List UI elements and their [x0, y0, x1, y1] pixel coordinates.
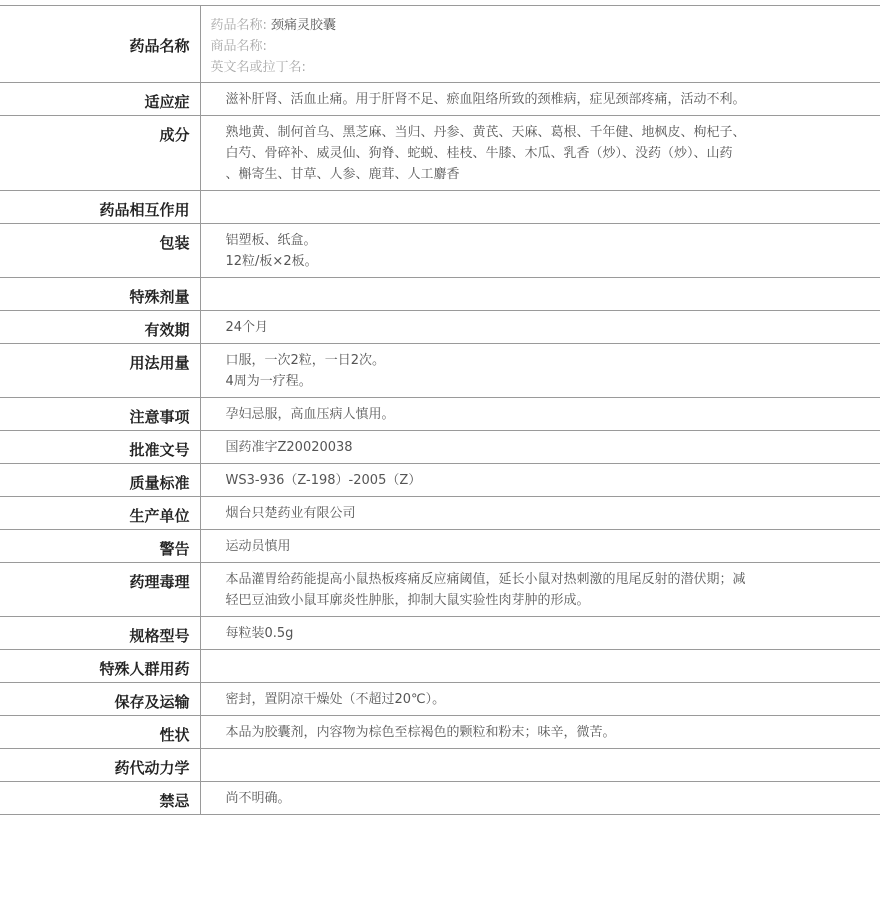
row-label: 成分: [0, 116, 200, 191]
row-label: 批准文号: [0, 431, 200, 464]
spec-row-packaging: [0, 224, 880, 278]
spec-row-special-dosage: [0, 278, 880, 311]
row-value: [200, 782, 880, 815]
value-line: 24个月: [225, 320, 269, 335]
row-value: [200, 716, 880, 749]
spec-row-storage: [0, 683, 880, 716]
value-line: 、槲寄生、甘草、人参、鹿茸、人工麝香: [225, 167, 460, 182]
row-label-drug-name: 药品名称: [0, 6, 200, 83]
spec-row-ingredients: [0, 116, 880, 191]
value-line: WS3-936（Z-198）-2005（Z）: [225, 473, 422, 488]
value-line: 口服，一次2粒，一日2次。: [225, 353, 386, 368]
value-line: 轻巴豆油致小鼠耳廓炎性肿胀，抑制大鼠实验性肉芽肿的形成。: [225, 593, 590, 608]
spec-row-pharmacology: [0, 563, 880, 617]
row-value: [200, 497, 880, 530]
row-value: [200, 650, 880, 683]
row-label: 规格型号: [0, 617, 200, 650]
row-label: 保存及运输: [0, 683, 200, 716]
row-label: 特殊剂量: [0, 278, 200, 311]
row-label: 有效期: [0, 311, 200, 344]
trade-name-line: [211, 36, 871, 57]
row-label: 药品相互作用: [0, 191, 200, 224]
row-value: [200, 530, 880, 563]
drug-name-value: 颈痛灵胶囊: [271, 18, 337, 33]
row-value: [200, 278, 880, 311]
value-line: 12粒/板×2板。: [225, 254, 318, 269]
row-label: 适应症: [0, 83, 200, 116]
drug-name-block: [200, 6, 880, 83]
spec-row-precautions: [0, 398, 880, 431]
row-value: [200, 683, 880, 716]
spec-row-specification: [0, 617, 880, 650]
spec-row-warning: [0, 530, 880, 563]
row-value: [200, 749, 880, 782]
value-line: 熟地黄、制何首乌、黑芝麻、当归、丹参、黄芪、天麻、葛根、千年健、地枫皮、枸杞子、: [225, 125, 746, 140]
spec-row-indications: [0, 83, 880, 116]
spec-row-quality-standard: [0, 464, 880, 497]
spec-row-pharmacokinetics: [0, 749, 880, 782]
row-value: [200, 344, 880, 398]
row-value: [200, 83, 880, 116]
row-label: 质量标准: [0, 464, 200, 497]
value-line: 密封，置阴凉干燥处（不超过20℃）。: [225, 692, 446, 707]
drug-name-line: [211, 15, 871, 36]
row-value: [200, 116, 880, 191]
row-value: [200, 191, 880, 224]
row-label: 注意事项: [0, 398, 200, 431]
row-label: 生产单位: [0, 497, 200, 530]
row-label: 用法用量: [0, 344, 200, 398]
english-name-label: 英文名或拉丁名:: [210, 60, 306, 75]
spec-row-usage: [0, 344, 880, 398]
spec-table-body: [0, 6, 880, 815]
value-line: 本品为胶囊剂，内容物为棕色至棕褐色的颗粒和粉末；味辛，微苦。: [225, 725, 616, 740]
spec-row-approval-no: [0, 431, 880, 464]
spec-row-interactions: [0, 191, 880, 224]
value-line: 4周为一疗程。: [225, 374, 312, 389]
row-label: 性状: [0, 716, 200, 749]
value-line: 尚不明确。: [225, 791, 291, 806]
row-label: 特殊人群用药: [0, 650, 200, 683]
row-label: 包装: [0, 224, 200, 278]
trade-name-label: 商品名称:: [210, 39, 267, 54]
row-value: [200, 311, 880, 344]
spec-row-contraindications: [0, 782, 880, 815]
row-value: [200, 563, 880, 617]
value-line: 铝塑板、纸盒。: [225, 233, 317, 248]
spec-row-special-population: [0, 650, 880, 683]
row-value: [200, 617, 880, 650]
spec-row-manufacturer: [0, 497, 880, 530]
drug-spec-table: [0, 5, 880, 815]
row-drug-name: [0, 6, 880, 83]
row-label: 警告: [0, 530, 200, 563]
row-label: 药代动力学: [0, 749, 200, 782]
english-name-line: [211, 57, 871, 78]
row-value: [200, 431, 880, 464]
row-value: [200, 398, 880, 431]
value-line: 国药准字Z20020038: [225, 440, 353, 455]
drug-name-label: 药品名称:: [210, 18, 267, 33]
value-line: 运动员慎用: [225, 539, 291, 554]
spec-row-shelf-life: [0, 311, 880, 344]
spec-row-description: [0, 716, 880, 749]
value-line: 烟台只楚药业有限公司: [225, 506, 356, 521]
value-line: 滋补肝肾、活血止痛。用于肝肾不足、瘀血阻络所致的颈椎病，症见颈部疼痛，活动不利。: [225, 92, 746, 107]
row-label: 药理毒理: [0, 563, 200, 617]
row-value: [200, 224, 880, 278]
row-value: [200, 464, 880, 497]
value-line: 白芍、骨碎补、威灵仙、狗脊、蛇蜕、桂枝、牛膝、木瓜、乳香（炒）、没药（炒）、山药: [225, 146, 733, 161]
value-line: 本品灌胃给药能提高小鼠热板疼痛反应痛阈值，延长小鼠对热刺激的甩尾反射的潜伏期；减: [225, 572, 746, 587]
row-label: 禁忌: [0, 782, 200, 815]
value-line: 每粒装0.5g: [225, 626, 294, 641]
value-line: 孕妇忌服，高血压病人慎用。: [225, 407, 395, 422]
